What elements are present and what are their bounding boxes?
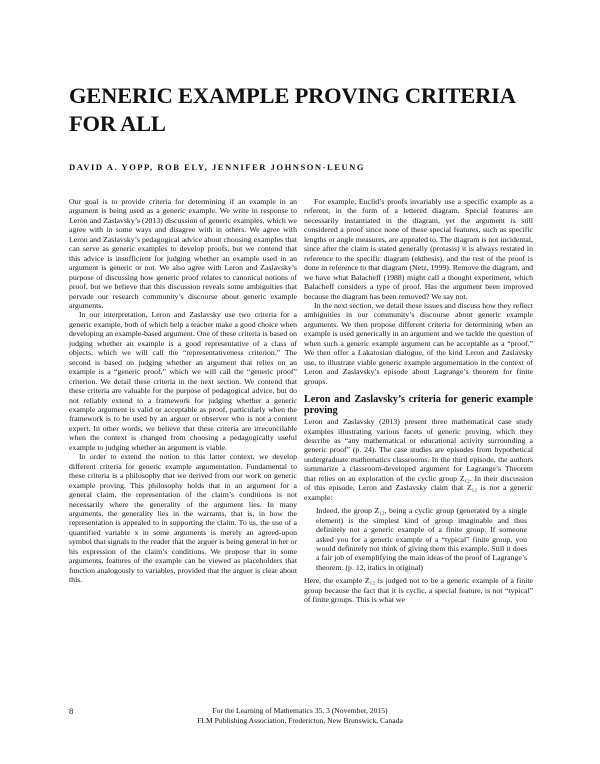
body-paragraph: In our interpretation, Leron and Zaslavsky use two criteria for a generic example, both of which help a teacher make a good choice when developing an example-based argument. One of these criteria is based on judging whether an example is a good representative of a class of objects, which we will call the “representativeness criterion.” The second is based on judging whether an argument that relies on an example is a “generic proof,” which we will call the “generic proof” criterion. We detail these criteria in the next section. We contend that these criteria are valuable for the purpose of pedagogical advice, but do not reliably extend to a framework for judging whether a generic example argument is valid or acceptable as proof, particularly when the framework is to be used by an arguer or observer who is not a content expert. In other words, we believe that these criteria are irreconcilable when the context is changed from choosing a pedagogically useful example to judging whether an argument is viable. [69,310,297,452]
article-title: GENERIC EXAMPLE PROVING CRITERIA FOR ALL [69,83,515,136]
left-column [69,197,297,585]
page-number: 8 [69,706,74,716]
section-heading: Leron and Zaslavsky’s criteria for generic example proving [304,394,533,417]
author-list: DAVID A. YOPP, ROB ELY, JENNIFER JOHNSON-LEUNG [69,162,366,172]
journal-citation: For the Learning of Mathematics 35, 3 (November, 2015) [212,706,388,715]
body-paragraph: In the next section, we detail these issues and discuss how they reflect ambiguities in our community’s discourse about generic example arguments. We then propose different criteria for determining when an example is used generically in an argument and we tackle the question of when such a generic example argument can be acceptable as a “proof.” We then offer a Lakatosian dialogue, of the kind Leron and Zaslavsky use, to illustrate viable generic example argumentation in the context of Leron and Zaslavsky’s episode about Lagrange’s theorem for finite groups. [304,300,533,386]
body-paragraph: Our goal is to provide criteria for determining if an example in an argument is being used as a generic example. We write in response to Leron and Zaslavsky’s (2013) discussion of generic examples, which we agree with in some ways and disagree with in others. We agree with Leron and Zaslavsky’s pedagogical advice about choosing examples that can serve as generic examples to develop proofs, but we contend that this advice is insufficient for judging whether an example used in an argument is generic or not. We also agree with Leron and Zaslavsky’s purpose of discussing how generic proof relates to canonical notions of proof, but we believe that this discussion reveals some ambiguities that pervade our research community’s discourse about generic example arguments. [69,197,297,310]
body-paragraph: Here, the example Z₁₂ is judged not to be a generic example of a finite group because the fact that it is cyclic, a special feature, is not “typical” of finite groups. This is what we [304,576,533,605]
body-paragraph: Leron and Zaslavsky (2013) present three mathematical case study examples illustrating various facets of generic proving, which they describe as “any mathematical or educational activity surrounding a generic proof” (p. 24). The case studies are episodes from hypothetical undergraduate mathematics classrooms. In the third episode, the authors summarize a classroom-developed argument for Lagrange’s Theorem that relies on an exploration of the cyclic group Z₁₂. In their discussion of this episode, Leron and Zaslavsky claim that Z₁₂ is not a generic example: [304,417,533,502]
body-paragraph: For example, Euclid’s proofs invariably use a specific example as a referent, in the form of a lettered diagram. Special features are necessarily instantiated in the diagram, yet the argument is still considered a proof since none of these special features, such as specific lengths or angle measures, are appealed to. The diagram is not incidental, since after the claim is stated generally (protasis) it is always restated in reference to the specific diagram (ekthesis), and the rest of the proof is done in reference to that diagram (Netz, 1999). Remove the diagram, and we have what Balacheff (1988) might call a thought experiment, which Balacheff considers a type of proof. Has the argument been improved because the diagram has been removed? We say not. [304,197,533,301]
right-column [304,197,533,605]
publisher-line: FLM Publishing Association, Fredericton, New Brunswick, Canada [197,716,403,725]
body-paragraph: In order to extend the notion to this latter context, we develop different criteria for generic example argumentation. Fundamental to these criteria is a philosophy that we derived from our work on generic example proving. This philosophy holds that in an argument for a general claim, the representation of the claim’s conditions is not necessarily where the generality of the argument lies. In many arguments, the generality lies in the warrants, that is, in how the representation is appealed to in supporting the claim. To us, the use of a quantified variable x in some arguments is merely an agreed-upon symbol that signals to the reader that the arguer is being general in her or his expression of the claim’s conditions. We propose that in some arguments, features of the example can be viewed as placeholders that function analogously to variables, provided that the arguer is clear about this. [69,452,297,585]
block-quote: Indeed, the group Z₁₂, being a cyclic group (generated by a single element) is the simplest kind of group imaginable and thus definitely not a generic example of a finite group. If someone asked you for a generic example of a “typical” finite group, you would definitely not think of giving them this example. Still it does a fair job of exemplifying the main ideas of the proof of Lagrange’s theorem. (p. 12, italics in original) [316,506,527,572]
